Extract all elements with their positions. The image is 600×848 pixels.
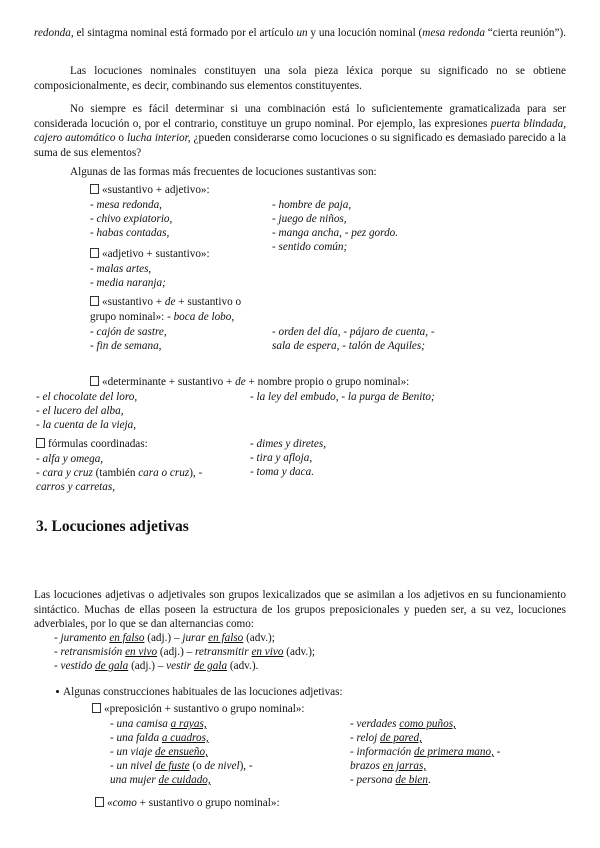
group-heading (90, 375, 409, 389)
list-item (110, 731, 253, 745)
list-item (250, 437, 326, 451)
list-item (272, 226, 398, 240)
text-italic: - el lucero del alba, (36, 405, 124, 417)
text-italic: un (296, 27, 308, 39)
text: «determinante + sustantivo + (102, 376, 236, 388)
example-list-right (250, 437, 326, 479)
list-item (110, 759, 253, 773)
example-list-left (110, 717, 253, 787)
text-underlined: de cuidado, (158, 774, 211, 786)
text-italic: - persona (350, 774, 396, 786)
text-italic: redonda, (34, 27, 74, 39)
checkbox-bullet-icon (90, 376, 99, 386)
text-underlined: a rayas, (170, 718, 207, 730)
text-underlined: en jarras, (382, 760, 427, 772)
text-underlined: en falso (208, 632, 244, 644)
text-italic: cara o cruz (138, 467, 190, 479)
example-list-left (90, 198, 172, 240)
list-item (110, 745, 253, 759)
text-italic: lucha interior, (127, 132, 191, 145)
text: ¿pueden considerarse como locuciones o su significado es demasiado parecido a la suma de sus elementos? (34, 132, 566, 159)
list-item (272, 198, 398, 212)
paragraph-5 (56, 685, 343, 699)
text-underlined: a cuadros, (161, 732, 209, 744)
text-underlined: de fuste (155, 760, 190, 772)
text-italic: - habas contadas, (90, 227, 170, 239)
list-item (90, 325, 167, 339)
text-italic: una mujer (110, 774, 159, 786)
text-italic: retransmitir (194, 646, 252, 658)
checkbox-bullet-icon (95, 797, 104, 807)
text-italic: de (235, 376, 246, 388)
text-italic: - juego de niños, (272, 213, 347, 225)
list-item (36, 466, 202, 480)
example-list-right (272, 325, 435, 353)
text-italic: puerta blindada, cajero automático (34, 117, 566, 145)
text-italic: de (164, 296, 176, 308)
list-item (54, 631, 315, 645)
text-italic: - malas artes, (90, 263, 152, 275)
text: ), - (239, 760, 253, 772)
text-underlined: de bien (395, 774, 428, 786)
list-item (350, 731, 500, 745)
text-italic: - hombre de paja, (272, 199, 352, 211)
text-italic: - dimes y diretes, (250, 438, 327, 450)
checkbox-bullet-icon (90, 248, 99, 258)
example-list-right (350, 717, 500, 787)
list-item (350, 759, 500, 773)
text-italic: - retransmisión (54, 646, 126, 658)
text-italic: - verdades (350, 718, 400, 730)
text-italic: - información (350, 746, 415, 758)
list-item (350, 717, 500, 731)
text-underlined: en vivo (125, 646, 158, 658)
list-item (272, 212, 398, 226)
text-italic: carros y carretas, (36, 481, 116, 493)
text: (adv.). (227, 660, 259, 672)
text-italic: - toma y daca. (250, 466, 315, 478)
list-item (36, 452, 202, 466)
text-italic: - vestido (54, 660, 96, 672)
text-italic: - fin de semana, (90, 340, 162, 352)
text-italic: brazos (350, 760, 383, 772)
text: + sustantivo o (175, 296, 242, 308)
text-italic: - tira y afloja, (250, 452, 313, 464)
text-italic: - la cuenta de la vieja, (36, 419, 137, 431)
text: «preposición + sustantivo o grupo nominal»: (104, 703, 305, 715)
text: (adj.) – (157, 646, 195, 658)
bullet-icon (56, 690, 59, 693)
text: «adjetivo + sustantivo»: (102, 248, 210, 260)
text: fórmulas coordinadas: (48, 438, 148, 450)
group-heading (90, 247, 210, 261)
text-italic: sala de espera, - talón de Aquiles; (272, 340, 425, 352)
group-heading (92, 702, 305, 716)
example-list-left (36, 452, 202, 494)
text: « (107, 797, 113, 809)
list-item (36, 418, 137, 432)
text: - (493, 746, 501, 758)
text: y una locución nominal ( (307, 27, 423, 39)
text: (también (92, 467, 139, 479)
text-italic: jurar (182, 632, 209, 644)
text: + nombre propio o grupo nominal»: (245, 376, 410, 388)
list-item (350, 745, 500, 759)
text: “cierta reunión”). (484, 27, 567, 39)
text-italic: - alfa y omega, (36, 453, 104, 465)
checkbox-bullet-icon (36, 438, 45, 448)
text-underlined: como puños, (399, 718, 456, 730)
list-item (250, 390, 435, 404)
group-heading (90, 183, 210, 197)
example-list-left (36, 390, 137, 432)
paragraph-intro (34, 26, 566, 41)
checkbox-bullet-icon (90, 296, 99, 306)
text: (adj.) – (128, 660, 167, 672)
list-item (90, 262, 166, 276)
paragraph-1: Las locuciones nominales constituyen una sola pieza léxica porque su significado no se obtiene composicionalmente, es decir, combinando sus elementos constituyentes. (34, 65, 566, 92)
group-heading (36, 437, 148, 451)
paragraph-3: Algunas de las formas más frecuentes de locuciones sustantivas son: (70, 166, 377, 178)
text: No siempre es fácil determinar si una combinación está lo suficientemente gramaticalizada para ser considerada locución o, por el contrario, constituye un grupo nominal. Por ejemplo, las expresiones (34, 103, 566, 130)
text-italic: mesa redonda (422, 27, 485, 39)
text: (adj.) – (144, 632, 183, 644)
text-italic: como (112, 797, 137, 809)
text-italic: - cajón de sastre, (90, 326, 167, 338)
list-item (90, 276, 166, 290)
text: (o (189, 760, 205, 772)
checkbox-bullet-icon (90, 184, 99, 194)
text-italic: - boca de lobo, (167, 311, 235, 323)
text-italic: - un nivel (110, 760, 156, 772)
text-italic: - sentido común; (272, 241, 348, 253)
text: grupo nominal»: (90, 311, 168, 323)
text-italic: - una falda (110, 732, 162, 744)
text-italic: - la ley del embudo, - la purga de Benito; (250, 391, 435, 403)
text: ), - (189, 467, 203, 479)
list-item (350, 773, 500, 787)
list-item (90, 226, 172, 240)
text: (adv.); (243, 632, 275, 644)
group-heading (95, 796, 280, 810)
list-item (110, 717, 253, 731)
list-item (250, 451, 326, 465)
list-item (54, 645, 315, 659)
list-item (272, 325, 435, 339)
text: «sustantivo + adjetivo»: (102, 184, 210, 196)
text-italic: - orden del día, - pájaro de cuenta, - (272, 326, 435, 338)
example-list-right (272, 198, 398, 254)
text: + sustantivo o grupo nominal»: (136, 797, 280, 809)
text: Algunas construcciones habituales de las locuciones adjetivas: (63, 686, 343, 698)
list-item (54, 659, 315, 673)
text-underlined: de pared, (380, 732, 422, 744)
list-item (90, 212, 172, 226)
text-italic: - juramento (54, 632, 110, 644)
text: el sintagma nominal está formado por el artículo (73, 27, 297, 39)
list-item (250, 465, 326, 479)
text-italic: - reloj (350, 732, 381, 744)
text-italic: - cara y cruz (36, 467, 93, 479)
list-item (36, 390, 137, 404)
example-list-left (90, 262, 166, 290)
list-item (272, 240, 398, 254)
text-underlined: en falso (109, 632, 145, 644)
text-underlined: de primera mano, (414, 746, 494, 758)
group-heading (90, 295, 241, 309)
alternation-list (54, 631, 315, 673)
list-item (110, 773, 253, 787)
text: (adv.); (283, 646, 316, 658)
checkbox-bullet-icon (92, 703, 101, 713)
list-item (272, 339, 435, 353)
text-italic: - una camisa (110, 718, 171, 730)
text-italic: - un viaje (110, 746, 156, 758)
text: «sustantivo + (102, 296, 165, 308)
text-italic: - el chocolate del loro, (36, 391, 138, 403)
text-italic: de nivel (204, 760, 240, 772)
paragraph-4: Las locuciones adjetivas o adjetivales son grupos lexicalizados que se asimilan a los adjetivos en su funcionamiento sintáctico. Muchas de ellas poseen la estructura de los grupos preposicionales y pueden ser, a su vez, locuciones adverbiales, por lo que se dan alternancias como: (34, 589, 566, 631)
example-list-left (90, 325, 167, 353)
list-item (36, 480, 202, 494)
paragraph-2 (34, 102, 566, 160)
text-underlined: de ensueño, (155, 746, 208, 758)
text-underlined: de gala (193, 660, 228, 672)
list-item (90, 198, 172, 212)
text-italic: vestir (166, 660, 194, 672)
group-heading-cont (90, 310, 234, 324)
list-item (90, 339, 167, 353)
section-heading: 3. Locuciones adjetivas (36, 518, 189, 535)
text-italic: - media naranja; (90, 277, 166, 289)
text-underlined: en vivo (251, 646, 284, 658)
list-item (36, 404, 137, 418)
text-underlined: de gala (95, 660, 129, 672)
text: o (115, 132, 127, 145)
text-italic: - mesa redonda, (90, 199, 162, 211)
text: . (428, 774, 431, 786)
text-italic: - chivo expiatorio, (90, 213, 173, 225)
text-italic: - manga ancha, - pez gordo. (272, 227, 399, 239)
